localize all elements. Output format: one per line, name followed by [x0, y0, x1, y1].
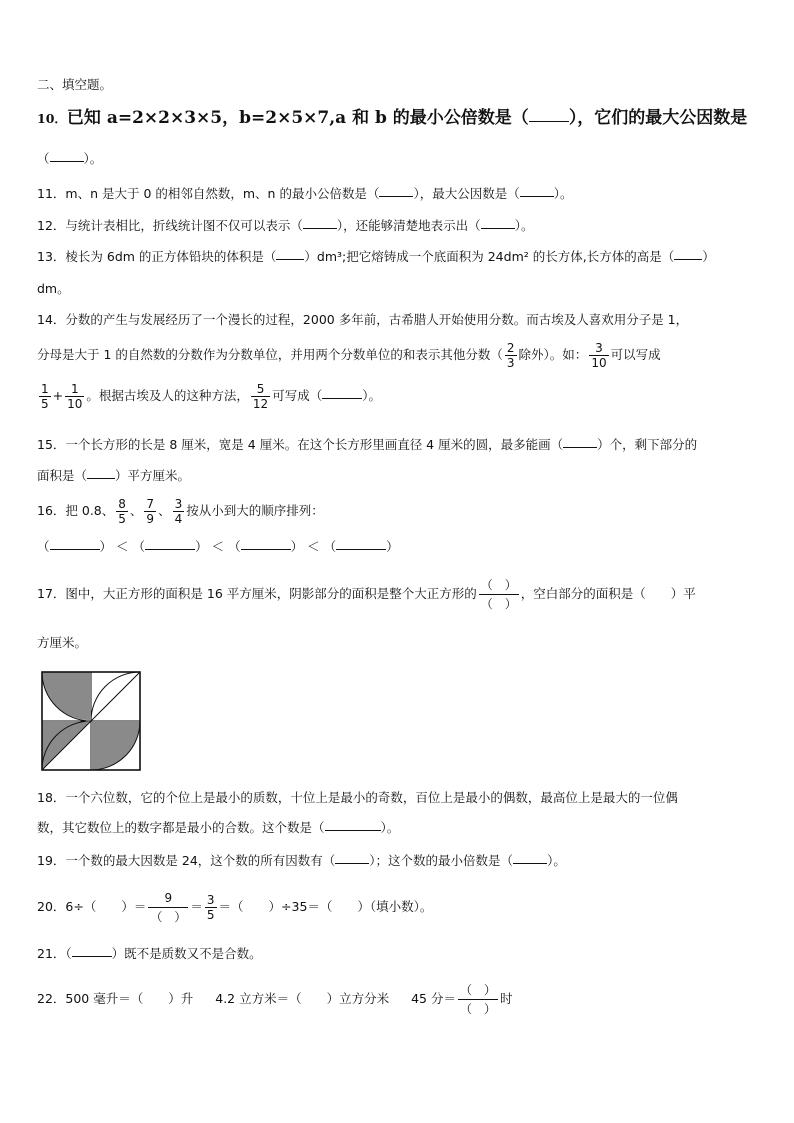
- question-14-line-3: $\frac{1}{5}$ + $\frac{1}{10}$ 。根据古埃及人的这种方法， $\frac{5}{12}$ 可写成（ ）。: [41, 382, 381, 411]
- question-20: 20．6÷（ ）＝ $\frac{9}{( )}$ ＝ $\frac{3}{5}$ ＝（ ）÷35＝（ ）（填小数）。: [37, 891, 433, 924]
- answer-blank[interactable]: [379, 186, 413, 197]
- answer-blank[interactable]: [529, 111, 569, 122]
- fraction: $\frac{2}{3}$: [506, 341, 515, 370]
- answer-blank[interactable]: [325, 820, 381, 831]
- fraction: $\frac{8}{5}$: [118, 497, 126, 526]
- answer-blank[interactable]: [481, 218, 515, 229]
- answer-blank[interactable]: [563, 437, 597, 448]
- fraction: $\frac{7}{9}$: [146, 497, 155, 526]
- question-10-cont: （ ）。: [37, 151, 103, 166]
- question-10: 10．已知 a=2×2×3×5，b=2×5×7,a 和 b 的最小公倍数是（ ），它们的最大公因数是: [37, 108, 748, 128]
- question-11: 11．m、n 是大于 0 的相邻自然数，m、n 的最小公倍数是（ ），最大公因数是（ ）。: [37, 186, 573, 201]
- question-13: 13．棱长为 6dm 的正方体铅块的体积是（ ）dm³;把它熔铸成一个底面积为 24dm² 的长方体,长方体的高是（ ）: [37, 249, 715, 264]
- question-17: 17．图中，大正方形的面积是 16 平方厘米，阴影部分的面积是整个大正方形的 $\frac{( )}{( )}$ ，空白部分的面积是（ ）平: [37, 578, 696, 611]
- answer-blank[interactable]: [145, 539, 195, 550]
- answer-blank[interactable]: [513, 853, 547, 864]
- answer-blank[interactable]: [241, 539, 291, 550]
- fraction: $\frac{3}{4}$: [174, 497, 183, 526]
- question-22: 22．500 毫升＝（ ）升 4.2 立方米＝（ ）立方分米 45 分＝ $\frac{( )}{( )}$ 时: [37, 983, 513, 1016]
- question-16-answer-row: （ ） ＜ （ ） ＜ （ ） ＜ （ ）: [37, 539, 399, 554]
- question-15: 15．一个长方形的长是 8 厘米，宽是 4 厘米。在这个长方形里画直径 4 厘米的圆，最多能画（ ）个，剩下部分的: [37, 437, 698, 452]
- fraction: $\frac{1}{5}$: [41, 382, 49, 411]
- question-13-cont: dm。: [37, 281, 70, 296]
- square-figure: [40, 670, 144, 774]
- fraction: $\frac{5}{12}$: [252, 382, 269, 411]
- section-title: 二、填空题。: [37, 77, 113, 92]
- shaded-region-top-left: [42, 672, 90, 720]
- question-16: 16．把 0.8、 $\frac{8}{5}$ 、 $\frac{7}{9}$ 、 $\frac{3}{4}$ 按从小到大的顺序排列：: [37, 497, 324, 526]
- answer-blank[interactable]: [303, 218, 337, 229]
- question-21: 21．（ ）既不是质数又不是合数。: [37, 946, 262, 961]
- fraction: $\frac{3}{10}$: [591, 341, 607, 370]
- answer-blank[interactable]: [674, 249, 702, 260]
- answer-blank[interactable]: [520, 186, 554, 197]
- answer-blank[interactable]: [335, 853, 369, 864]
- answer-blank[interactable]: [276, 249, 304, 260]
- question-18-line-1: 18．一个六位数，它的个位上是最小的质数，十位上是最小的奇数，百位上是最小的偶数，最高位上是最大的一位偶: [37, 790, 678, 805]
- fraction-blank[interactable]: $\frac{( )}{( )}$: [480, 578, 517, 611]
- question-17-cont: 方厘米。: [37, 635, 88, 650]
- fraction-blank[interactable]: $\frac{9}{( )}$: [150, 891, 187, 924]
- question-number: 10．: [37, 111, 67, 126]
- question-15-cont: 面积是（ ）平方厘米。: [37, 468, 191, 483]
- answer-blank[interactable]: [72, 946, 112, 957]
- question-12: 12．与统计表相比，折线统计图不仅可以表示（ ），还能够清楚地表示出（ ）。: [37, 218, 534, 233]
- question-19: 19．一个数的最大因数是 24，这个数的所有因数有（ ）；这个数的最小倍数是（ ）。: [37, 853, 566, 868]
- answer-blank[interactable]: [50, 539, 100, 550]
- question-14-line-2: 分母是大于 1 的自然数的分数作为分数单位，并用两个分数单位的和表示其他分数（ $\frac{2}{3}$ 除外）。如： $\frac{3}{10}$ 可以写成: [37, 341, 661, 370]
- answer-blank[interactable]: [87, 468, 115, 479]
- fraction: $\frac{1}{10}$: [67, 382, 83, 411]
- answer-blank[interactable]: [322, 388, 362, 399]
- fraction: $\frac{3}{5}$: [206, 893, 215, 922]
- question-18-line-2: 数，其它数位上的数字都是最小的合数。这个数是（ ）。: [37, 820, 400, 835]
- question-14-line-1: 14．分数的产生与发展经历了一个漫长的过程，2000 多年前，古希腊人开始使用分数。而古埃及人喜欢用分子是 1，: [37, 312, 689, 327]
- answer-blank[interactable]: [336, 539, 386, 550]
- fraction-blank[interactable]: $\frac{( )}{( )}$: [460, 983, 497, 1016]
- answer-blank[interactable]: [50, 151, 84, 162]
